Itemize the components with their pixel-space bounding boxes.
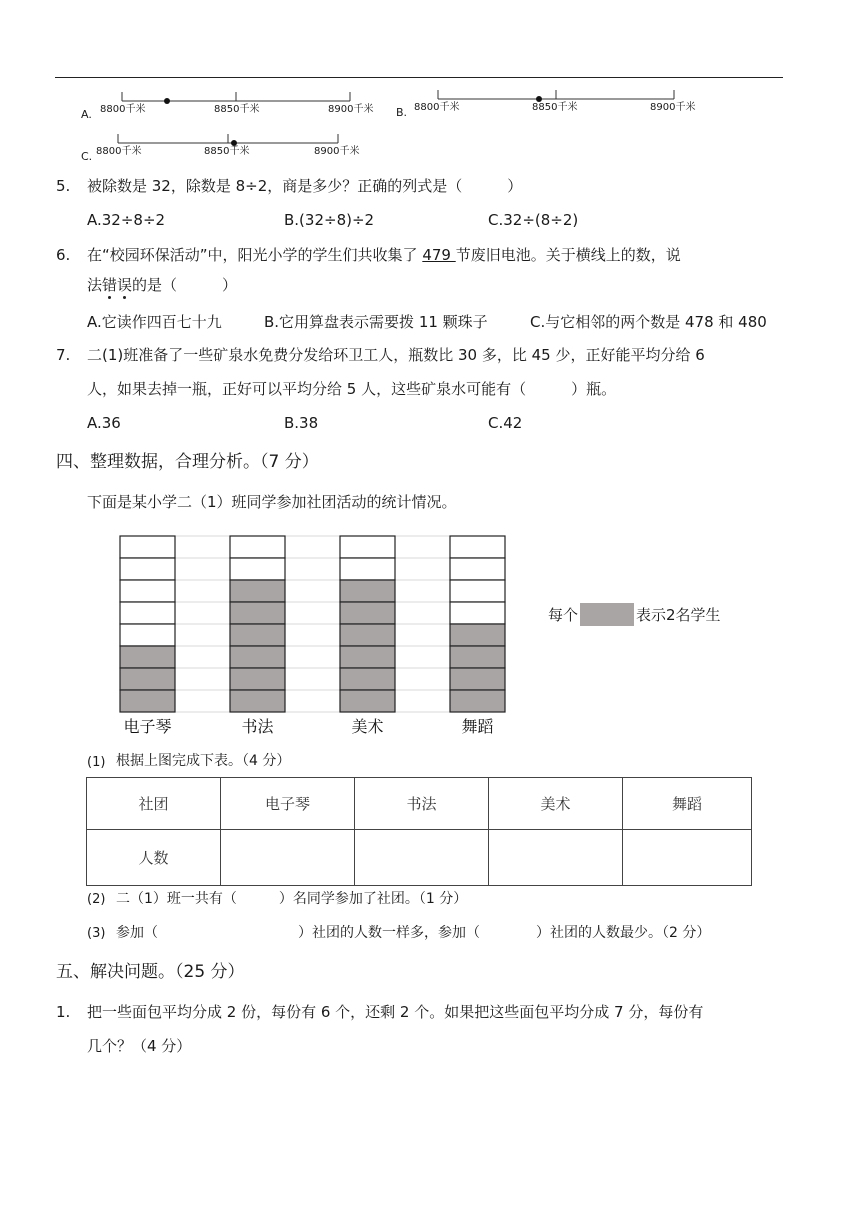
legend-swatch <box>580 603 634 626</box>
tick-label: 8850千米 <box>532 102 578 113</box>
filled-cell <box>450 690 505 712</box>
table-header: 美术 <box>489 778 623 830</box>
sub-1-text: 根据上图完成下表。（4 分） <box>116 753 291 769</box>
q6-option-b[interactable]: B.它用算盘表示需要拨 11 颗珠子 <box>264 313 488 331</box>
q6-text-b: 节废旧电池。关于横线上的数，说 <box>455 246 681 264</box>
filled-cell <box>120 690 175 712</box>
tick-label: 8850千米 <box>204 146 250 157</box>
filled-cell <box>450 624 505 646</box>
filled-cell <box>230 690 285 712</box>
empty-cell <box>120 602 175 624</box>
sub-label: (1) <box>87 755 106 770</box>
empty-cell <box>340 536 395 558</box>
q5-option-c[interactable]: C.32÷(8÷2) <box>488 211 579 229</box>
q6-text-a: 在“校园环保活动”中，阳光小学的学生们共收集了 <box>87 246 423 264</box>
category-label: 书法 <box>241 717 274 736</box>
q5-option-b[interactable]: B.(32÷8)÷2 <box>284 211 375 229</box>
top-rule <box>55 77 783 78</box>
table-row <box>87 778 752 830</box>
filled-cell <box>340 602 395 624</box>
q6-text-d: 的是（ ） <box>132 276 238 294</box>
sub-2-text: 二（1）班一共有（ ）名同学参加了社团。（1 分） <box>116 891 468 907</box>
filled-cell <box>230 624 285 646</box>
tick-label: 8800千米 <box>96 146 142 157</box>
section-4-title: 四、整理数据，合理分析。（7 分） <box>56 452 319 472</box>
empty-cell <box>120 536 175 558</box>
category-label: 电子琴 <box>123 717 172 736</box>
question-7-line2: 人，如果去掉一瓶，正好可以平均分给 5 人，这些矿泉水可能有（ ）瓶。 <box>87 380 617 398</box>
filled-cell <box>340 624 395 646</box>
empty-cell <box>230 558 285 580</box>
filled-cell <box>340 690 395 712</box>
option-letter: A. <box>81 108 92 121</box>
empty-cell <box>450 580 505 602</box>
tick-label: 8800千米 <box>414 102 460 113</box>
section-4-intro: 下面是某小学二（1）班同学参加社团活动的统计情况。 <box>87 493 457 511</box>
answer-cell[interactable] <box>221 830 355 886</box>
point-marker <box>164 98 170 104</box>
q7-option-b[interactable]: B.38 <box>284 414 319 432</box>
question-number: 6. <box>56 246 71 264</box>
tick-label: 8900千米 <box>328 104 374 115</box>
table-header: 电子琴 <box>221 778 355 830</box>
filled-cell <box>120 646 175 668</box>
tick-label: 8800千米 <box>100 104 146 115</box>
filled-cell <box>230 602 285 624</box>
problem-1-line2: 几个？（4 分） <box>87 1037 192 1055</box>
tick-label: 8900千米 <box>314 146 360 157</box>
empty-cell <box>120 558 175 580</box>
stat-table <box>86 777 752 886</box>
question-number: 5. <box>56 177 71 195</box>
sub-3-text: 参加（ ）社团的人数一样多，参加（ ）社团的人数最少。（2 分） <box>116 925 711 941</box>
empty-cell <box>340 558 395 580</box>
filled-cell <box>450 668 505 690</box>
q7-option-c[interactable]: C.42 <box>488 414 523 432</box>
emphasis-char: 错 <box>102 276 118 294</box>
q6-text-c: 法 <box>87 276 103 294</box>
filled-cell <box>340 580 395 602</box>
q5-option-a[interactable]: A.32÷8÷2 <box>87 211 166 229</box>
filled-cell <box>230 668 285 690</box>
table-cell: 人数 <box>87 830 221 886</box>
tick-label: 8850千米 <box>214 104 260 115</box>
q7-option-a[interactable]: A.36 <box>87 414 121 432</box>
legend-text: 每个 <box>548 605 579 624</box>
club-chart <box>110 530 510 740</box>
table-header: 社团 <box>87 778 221 830</box>
question-number: 1. <box>56 1003 71 1021</box>
filled-cell <box>450 646 505 668</box>
filled-cell <box>230 580 285 602</box>
q6-option-c[interactable]: C.与它相邻的两个数是 478 和 480 <box>530 313 767 331</box>
answer-cell[interactable] <box>489 830 623 886</box>
emphasis-char: 误 <box>117 276 133 294</box>
empty-cell <box>120 580 175 602</box>
filled-cell <box>340 646 395 668</box>
section-5-title: 五、解决问题。（25 分） <box>56 962 245 982</box>
empty-cell <box>450 536 505 558</box>
empty-cell <box>450 602 505 624</box>
table-header: 书法 <box>355 778 489 830</box>
table-row <box>87 830 752 886</box>
q6-underlined-number: 479 <box>422 246 456 264</box>
category-label: 舞蹈 <box>461 717 494 736</box>
option-letter: C. <box>81 150 93 163</box>
option-letter: B. <box>396 106 408 119</box>
answer-cell[interactable] <box>623 830 752 886</box>
q6-option-a[interactable]: A.它读作四百七十九 <box>87 313 222 331</box>
empty-cell <box>230 536 285 558</box>
table-header: 舞蹈 <box>623 778 752 830</box>
filled-cell <box>120 668 175 690</box>
question-7-line1: 二(1)班准备了一些矿泉水免费分发给环卫工人，瓶数比 30 多，比 45 少，正好能平均分给 6 <box>87 346 705 364</box>
chart-legend <box>548 602 721 626</box>
question-number: 7. <box>56 346 71 364</box>
empty-cell <box>120 624 175 646</box>
question-5-text: 被除数是 32，除数是 8÷2，商是多少？正确的列式是（ ） <box>87 177 523 195</box>
answer-cell[interactable] <box>355 830 489 886</box>
tick-label: 8900千米 <box>650 102 696 113</box>
question-6-line1 <box>87 245 681 265</box>
legend-text: 表示2名学生 <box>636 605 721 624</box>
question-6-line2 <box>87 275 237 295</box>
category-label: 美术 <box>351 717 384 736</box>
sub-label: (3) <box>87 926 106 941</box>
empty-cell <box>450 558 505 580</box>
problem-1-line1: 把一些面包平均分成 2 份，每份有 6 个，还剩 2 个。如果把这些面包平均分成 7 分，每份有 <box>87 1003 704 1021</box>
filled-cell <box>340 668 395 690</box>
filled-cell <box>230 646 285 668</box>
sub-label: (2) <box>87 892 106 907</box>
